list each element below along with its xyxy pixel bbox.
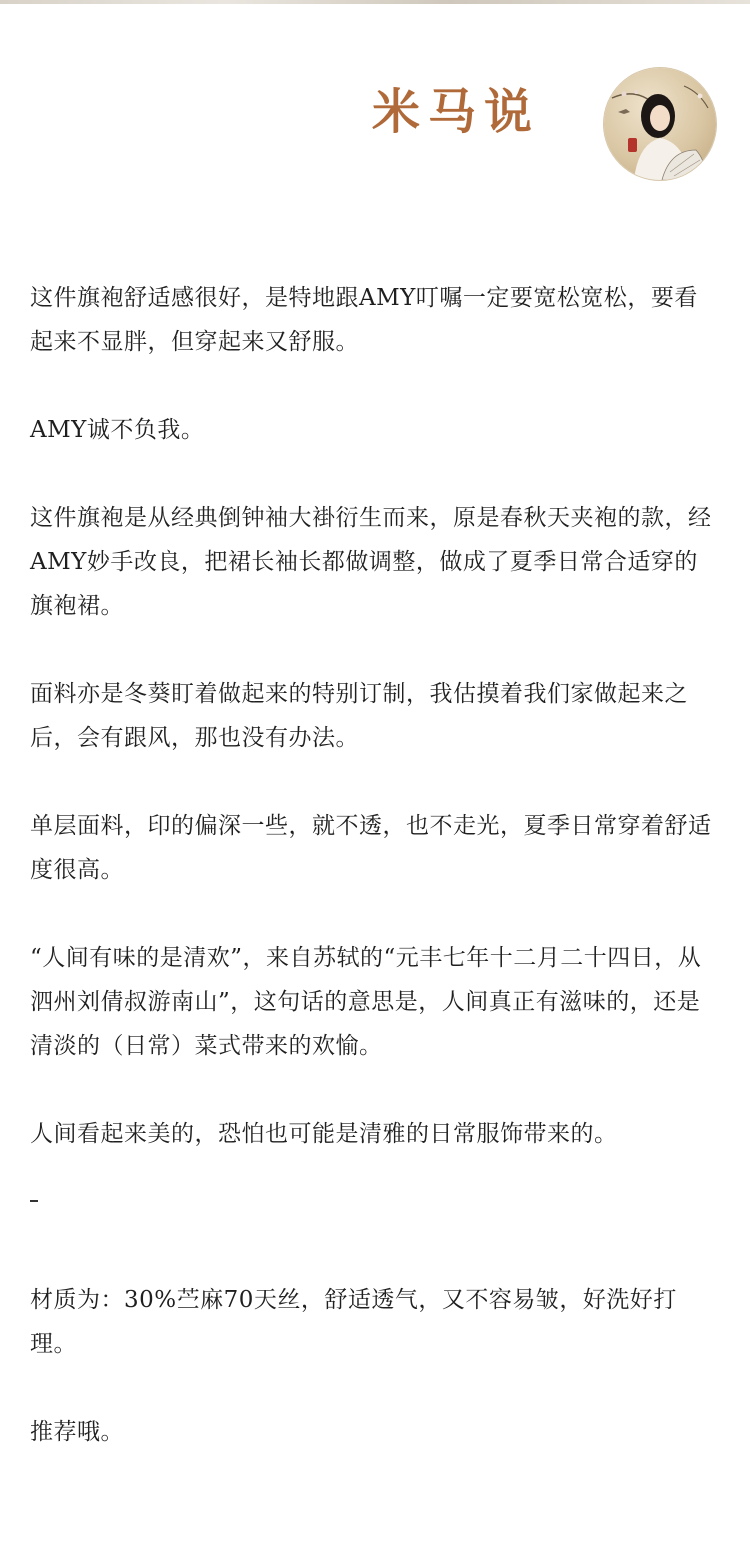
brand-title: 米马说 bbox=[372, 84, 541, 140]
header bbox=[0, 60, 750, 190]
paragraph-7: 人间看起来美的，恐怕也可能是清雅的日常服饰带来的。 bbox=[30, 1121, 618, 1147]
paragraph-2: AMY诚不负我。 bbox=[30, 417, 205, 443]
paragraph-5: 单层面料，印的偏深一些，就不透，也不走光，夏季日常穿着舒适度很高。 bbox=[30, 813, 712, 883]
recommend-paragraph: 推荐哦。 bbox=[30, 1419, 124, 1445]
portrait-avatar-icon bbox=[604, 68, 716, 180]
paragraph-3: 这件旗袍是从经典倒钟袖大褂衍生而来，原是春秋天夹袍的款，经AMY妙手改良，把裙长袖长都做调整，做成了夏季日常合适穿的旗袍裙。 bbox=[30, 505, 712, 619]
material-paragraph: 材质为：30%苎麻70天丝，舒适透气，又不容易皱，好洗好打理。 bbox=[30, 1287, 677, 1357]
top-decorative-strip bbox=[0, 0, 750, 4]
divider-dash bbox=[30, 1200, 38, 1202]
paragraph-1: 这件旗袍舒适感很好，是特地跟AMY叮嘱一定要宽松宽松，要看起来不显胖，但穿起来又舒服。 bbox=[30, 285, 698, 355]
article-body bbox=[30, 276, 720, 1454]
paragraph-4: 面料亦是冬葵盯着做起来的特别订制，我估摸着我们家做起来之后，会有跟风，那也没有办法。 bbox=[30, 681, 688, 751]
paragraph-6: “人间有味的是清欢”，来自苏轼的“元丰七年十二月二十四日，从泗州刘倩叔游南山”，这句话的意思是，人间真正有滋味的，还是清淡的（日常）菜式带来的欢愉。 bbox=[30, 945, 702, 1059]
